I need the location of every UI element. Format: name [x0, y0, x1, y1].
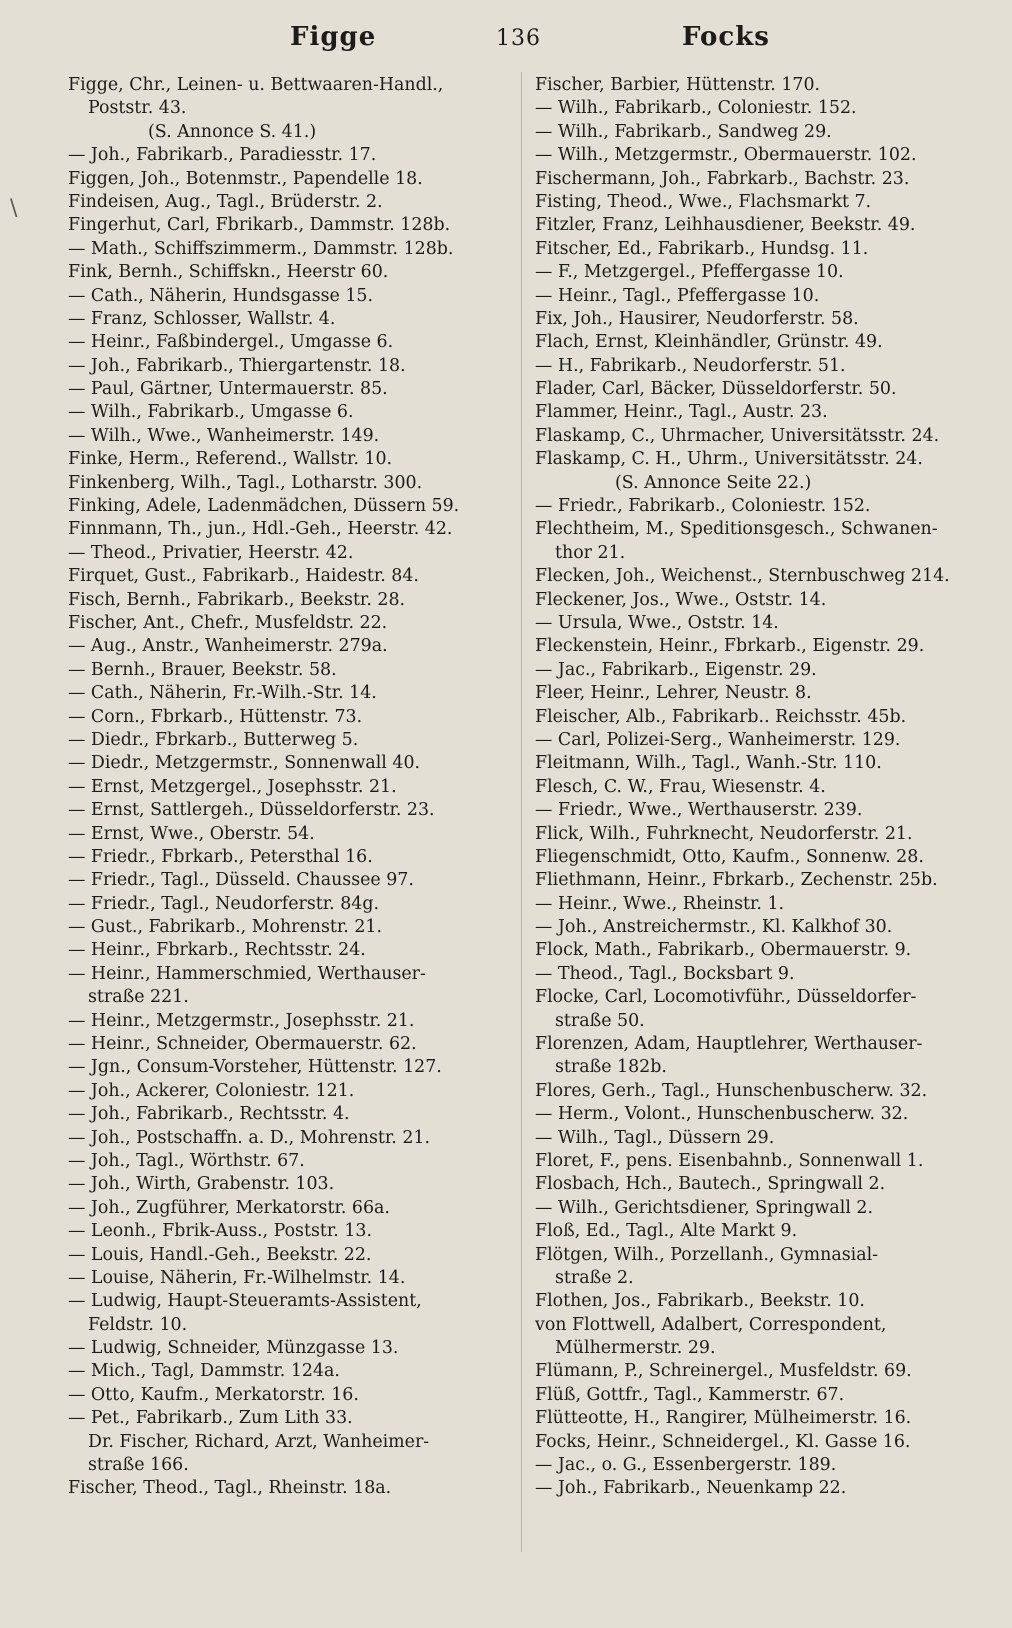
directory-entry-line: — Joh., Fabrikarb., Paradiesstr. 17. — [68, 145, 377, 166]
directory-entry-line: straße 2. — [555, 1267, 634, 1288]
directory-entry-line: Fischer, Ant., Chefr., Musfeldstr. 22. — [68, 612, 388, 633]
directory-entry-line: (S. Annonce Seite 22.) — [615, 472, 812, 493]
directory-entry-line: — Aug., Anstr., Wanheimerstr. 279a. — [68, 636, 388, 657]
directory-entry-line: Findeisen, Aug., Tagl., Brüderstr. 2. — [68, 191, 383, 212]
directory-entry-line: Fitscher, Ed., Fabrikarb., Hundsg. 11. — [535, 238, 869, 259]
directory-entry-line: — Joh., Postschaffn. a. D., Mohrenstr. 21. — [68, 1127, 431, 1148]
directory-entry-line: — Herm., Volont., Hunschenbuscherw. 32. — [535, 1104, 909, 1125]
directory-entry-line: Fliethmann, Heinr., Fbrkarb., Zechenstr. 25b. — [535, 870, 938, 891]
directory-entry-line: Firquet, Gust., Fabrikarb., Haidestr. 84. — [68, 566, 419, 587]
directory-entry-line: Fischer, Theod., Tagl., Rheinstr. 18a. — [68, 1478, 392, 1499]
directory-entry-line: Flaskamp, C. H., Uhrm., Universitätsstr. 24. — [535, 449, 923, 470]
directory-entry-line: — Diedr., Fbrkarb., Butterweg 5. — [68, 729, 359, 750]
directory-entry-line: — Jac., Fabrikarb., Eigenstr. 29. — [535, 659, 817, 680]
directory-entry-line: Figgen, Joh., Botenmstr., Papendelle 18. — [68, 168, 423, 189]
page-header — [0, 22, 1012, 62]
directory-entry-line: — Gust., Fabrikarb., Mohrenstr. 21. — [68, 917, 383, 938]
directory-entry-line: Flock, Math., Fabrikarb., Obermauerstr. 9. — [535, 940, 912, 961]
directory-entry-line: Flores, Gerh., Tagl., Hunschenbuscherw. 32. — [535, 1080, 928, 1101]
directory-entry-line: — Friedr., Fabrikarb., Coloniestr. 152. — [535, 496, 871, 517]
directory-entry-line: — Franz, Schlosser, Wallstr. 4. — [68, 308, 336, 329]
directory-entry-line: — Joh., Tagl., Wörthstr. 67. — [68, 1150, 305, 1171]
directory-entry-line: — Ernst, Sattlergeh., Düsseldorferstr. 23. — [68, 800, 435, 821]
directory-entry-line: — Heinr., Faßbindergel., Umgasse 6. — [68, 332, 394, 353]
directory-entry-line: — Mich., Tagl, Dammstr. 124a. — [68, 1361, 340, 1382]
directory-entry-line: — Jgn., Consum-Vorsteher, Hüttenstr. 127. — [68, 1057, 442, 1078]
directory-entry-line: Fleitmann, Wilh., Tagl., Wanh.-Str. 110. — [535, 753, 882, 774]
page-number: 136 — [496, 26, 541, 51]
directory-entry-line: Flothen, Jos., Fabrikarb., Beekstr. 10. — [535, 1291, 865, 1312]
directory-entry-line: — Ludwig, Haupt-Steueramts-Assistent, — [68, 1291, 422, 1312]
directory-entry-line: Poststr. 43. — [88, 98, 187, 119]
directory-entry-line: — H., Fabrikarb., Neudorferstr. 51. — [535, 355, 846, 376]
directory-entry-line: — Pet., Fabrikarb., Zum Lith 33. — [68, 1408, 353, 1429]
directory-entry-line: — Diedr., Metzgermstr., Sonnenwall 40. — [68, 753, 421, 774]
directory-entry-line: Flümann, P., Schreinergel., Musfeldstr. 69. — [535, 1361, 912, 1382]
left-column — [68, 74, 508, 1501]
directory-entry-line: Finkenberg, Wilh., Tagl., Lotharstr. 300. — [68, 472, 423, 493]
directory-entry-line: — Otto, Kaufm., Merkatorstr. 16. — [68, 1384, 359, 1405]
directory-entry-line: straße 166. — [88, 1455, 189, 1476]
directory-entry-line: — Bernh., Brauer, Beekstr. 58. — [68, 659, 337, 680]
directory-entry-line: Flaskamp, C., Uhrmacher, Universitätsstr. 24. — [535, 425, 940, 446]
directory-entry-line: straße 182b. — [555, 1057, 667, 1078]
directory-entry-line: — Wilh., Fabrikarb., Coloniestr. 152. — [535, 98, 857, 119]
directory-entry-line: Flecken, Joh., Weichenst., Sternbuschweg 214. — [535, 566, 950, 587]
directory-entry-line: — F., Metzgergel., Pfeffergasse 10. — [535, 262, 844, 283]
directory-entry-line: von Flottwell, Adalbert, Correspondent, — [535, 1314, 887, 1335]
directory-entry-line: Flosbach, Hch., Bautech., Springwall 2. — [535, 1174, 886, 1195]
directory-entry-line: Floret, F., pens. Eisenbahnb., Sonnenwall 1. — [535, 1150, 924, 1171]
directory-entry-line: Flesch, C. W., Frau, Wiesenstr. 4. — [535, 776, 826, 797]
directory-entry-line: Fleer, Heinr., Lehrer, Neustr. 8. — [535, 683, 812, 704]
directory-entry-line: thor 21. — [555, 542, 626, 563]
directory-entry-line: — Friedr., Fbrkarb., Petersthal 16. — [68, 846, 373, 867]
directory-entry-line: Focks, Heinr., Schneidergel., Kl. Gasse 16. — [535, 1431, 911, 1452]
directory-entry-line: Fleckener, Jos., Wwe., Oststr. 14. — [535, 589, 827, 610]
directory-entry-line: — Friedr., Wwe., Werthauserstr. 239. — [535, 800, 863, 821]
directory-entry-line: — Wilh., Gerichtsdiener, Springwall 2. — [535, 1197, 873, 1218]
directory-entry-line: Flach, Ernst, Kleinhändler, Grünstr. 49. — [535, 332, 883, 353]
directory-entry-line: — Cath., Näherin, Hundsgasse 15. — [68, 285, 374, 306]
directory-entry-line: Fingerhut, Carl, Fbrikarb., Dammstr. 128b. — [68, 215, 451, 236]
header-right-word: Focks — [682, 22, 770, 52]
directory-entry-line: — Friedr., Tagl., Neudorferstr. 84g. — [68, 893, 379, 914]
directory-entry-line: — Wilh., Fabrikarb., Umgasse 6. — [68, 402, 354, 423]
directory-entry-line: — Heinr., Metzgermstr., Josephsstr. 21. — [68, 1010, 415, 1031]
directory-entry-line: Mülhermerstr. 29. — [555, 1338, 716, 1359]
directory-entry-line: — Joh., Wirth, Grabenstr. 103. — [68, 1174, 335, 1195]
directory-entry-line: — Heinr., Hammerschmied, Werthauser- — [68, 963, 426, 984]
directory-entry-line: Finke, Herm., Referend., Wallstr. 10. — [68, 449, 393, 470]
directory-entry-line: Flötgen, Wilh., Porzellanh., Gymnasial- — [535, 1244, 879, 1265]
directory-entry-line: — Corn., Fbrkarb., Hüttenstr. 73. — [68, 706, 363, 727]
directory-entry-line: Flüß, Gottfr., Tagl., Kammerstr. 67. — [535, 1384, 845, 1405]
directory-entry-line: — Wilh., Tagl., Düssern 29. — [535, 1127, 775, 1148]
directory-entry-line: — Leonh., Fbrik-Auss., Poststr. 13. — [68, 1221, 372, 1242]
directory-entry-line: — Joh., Fabrikarb., Neuenkamp 22. — [535, 1478, 847, 1499]
directory-entry-line: Fisch, Bernh., Fabrikarb., Beekstr. 28. — [68, 589, 406, 610]
directory-entry-line: — Paul, Gärtner, Untermauerstr. 85. — [68, 379, 388, 400]
directory-entry-line: — Wilh., Wwe., Wanheimerstr. 149. — [68, 425, 380, 446]
directory-entry-line: Flechtheim, M., Speditionsgesch., Schwanen- — [535, 519, 938, 540]
directory-entry-line: — Joh., Fabrikarb., Thiergartenstr. 18. — [68, 355, 406, 376]
directory-entry-line: straße 50. — [555, 1010, 645, 1031]
directory-entry-line: Fisting, Theod., Wwe., Flachsmarkt 7. — [535, 191, 872, 212]
directory-entry-line: Fischer, Barbier, Hüttenstr. 170. — [535, 75, 821, 95]
directory-entry-line: Flocke, Carl, Locomotivführ., Düsseldorfer- — [535, 987, 917, 1008]
directory-entry-line: — Theod., Privatier, Heerstr. 42. — [68, 542, 354, 563]
directory-entry-line: Feldstr. 10. — [88, 1314, 188, 1335]
directory-entry-line: — Joh., Zugführer, Merkatorstr. 66a. — [68, 1197, 390, 1218]
directory-entry-line: Finnmann, Th., jun., Hdl.-Geh., Heerstr. 42. — [68, 519, 453, 540]
directory-entry-line: — Joh., Ackerer, Coloniestr. 121. — [68, 1080, 355, 1101]
directory-entry-line: — Heinr., Schneider, Obermauerstr. 62. — [68, 1034, 417, 1055]
column-divider — [521, 72, 522, 1552]
directory-entry-line: Fischermann, Joh., Fabrkarb., Bachstr. 23. — [535, 168, 910, 189]
directory-entry-line: — Joh., Anstreichermstr., Kl. Kalkhof 30. — [535, 917, 893, 938]
directory-entry-line: — Ernst, Wwe., Oberstr. 54. — [68, 823, 315, 844]
directory-entry-line: — Math., Schiffszimmerm., Dammstr. 128b. — [68, 238, 454, 259]
directory-entry-line: — Louise, Näherin, Fr.-Wilhelmstr. 14. — [68, 1267, 406, 1288]
directory-entry-line: — Wilh., Fabrikarb., Sandweg 29. — [535, 121, 832, 142]
directory-entry-line: — Ludwig, Schneider, Münzgasse 13. — [68, 1338, 399, 1359]
directory-entry-line: Fleckenstein, Heinr., Fbrkarb., Eigenstr. 29. — [535, 636, 925, 657]
directory-entry-line: — Cath., Näherin, Fr.-Wilh.-Str. 14. — [68, 683, 377, 704]
directory-entry-line: Fliegenschmidt, Otto, Kaufm., Sonnenw. 28. — [535, 846, 924, 867]
directory-entry-line: Fleischer, Alb., Fabrikarb.. Reichsstr. 45b. — [535, 706, 907, 727]
directory-entry-line: Flick, Wilh., Fuhrknecht, Neudorferstr. 21. — [535, 823, 913, 844]
directory-entry-line: Fink, Bernh., Schiffskn., Heerstr 60. — [68, 262, 389, 283]
right-column — [535, 74, 975, 1501]
directory-entry-line: Finking, Adele, Ladenmädchen, Düssern 59. — [68, 496, 460, 517]
directory-entry-line: Fix, Joh., Hausirer, Neudorferstr. 58. — [535, 308, 859, 329]
directory-entry-line: — Ernst, Metzgergel., Josephsstr. 21. — [68, 776, 397, 797]
directory-entry-line: straße 221. — [88, 987, 189, 1008]
directory-entry-line: Floß, Ed., Tagl., Alte Markt 9. — [535, 1221, 798, 1242]
directory-entry-line: Dr. Fischer, Richard, Arzt, Wanheimer- — [88, 1431, 430, 1452]
directory-entry-line: — Heinr., Tagl., Pfeffergasse 10. — [535, 285, 820, 306]
header-left-word: Figge — [290, 22, 377, 52]
directory-entry-line: — Carl, Polizei-Serg., Wanheimerstr. 129. — [535, 729, 901, 750]
directory-entry-line: Fitzler, Franz, Leihhausdiener, Beekstr. 49. — [535, 215, 916, 236]
directory-entry-line: — Theod., Tagl., Bocksbart 9. — [535, 963, 795, 984]
directory-entry-line: — Friedr., Tagl., Düsseld. Chaussee 97. — [68, 870, 414, 891]
directory-entry-line: (S. Annonce S. 41.) — [148, 121, 317, 142]
directory-entry-line: — Joh., Fabrikarb., Rechtsstr. 4. — [68, 1104, 350, 1125]
directory-entry-line: — Wilh., Metzgermstr., Obermauerstr. 102. — [535, 145, 917, 166]
directory-entry-line: — Heinr., Wwe., Rheinstr. 1. — [535, 893, 785, 914]
margin-mark: \ — [10, 196, 18, 221]
directory-entry-line: Flütteotte, H., Rangirer, Mülheimerstr. 16. — [535, 1408, 912, 1429]
directory-entry-line: — Louis, Handl.-Geh., Beekstr. 22. — [68, 1244, 372, 1265]
directory-entry-line: Florenzen, Adam, Hauptlehrer, Werthauser- — [535, 1034, 923, 1055]
directory-entry-line: Flader, Carl, Bäcker, Düsseldorferstr. 50. — [535, 379, 897, 400]
directory-entry-line: — Heinr., Fbrkarb., Rechtsstr. 24. — [68, 940, 366, 961]
directory-entry-line: Figge, Chr., Leinen- u. Bettwaaren-Handl., — [68, 75, 444, 95]
directory-entry-line: — Ursula, Wwe., Oststr. 14. — [535, 612, 779, 633]
directory-entry-line: — Jac., o. G., Essenbergerstr. 189. — [535, 1455, 837, 1476]
directory-entry-line: Flammer, Heinr., Tagl., Austr. 23. — [535, 402, 828, 423]
